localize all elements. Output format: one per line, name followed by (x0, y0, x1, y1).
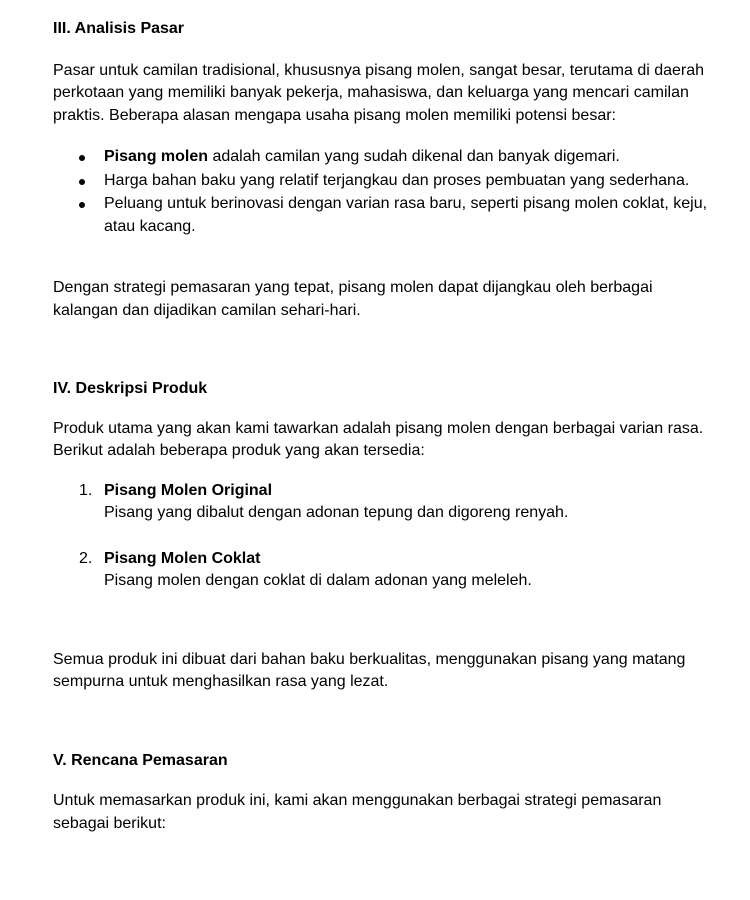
product-name: Pisang Molen Coklat (104, 549, 261, 567)
document-page (53, 18, 713, 835)
bullet-icon (79, 155, 85, 161)
bullet-item-text: Peluang untuk berinovasi dengan varian rasa baru, seperti pisang molen coklat, keju, atau kacang. (104, 195, 708, 235)
bullet-icon (79, 179, 85, 185)
section-paragraph: Untuk memasarkan produk ini, kami akan menggunakan berbagai strategi pemasaran sebagai berikut: (53, 792, 662, 832)
product-item (53, 548, 713, 593)
list-number: 2. (79, 549, 93, 567)
bullet-list (53, 146, 713, 238)
product-name: Pisang Molen Original (104, 481, 273, 499)
section-paragraph: Pasar untuk camilan tradisional, khususnya pisang molen, sangat besar, terutama di daerah perkotaan yang memiliki banyak pekerja, mahasiswa, dan keluarga yang mencari camilan praktis. Beberapa alasan mengapa usaha pisang molen memiliki potensi besar: (53, 61, 705, 124)
bullet-item (53, 193, 713, 238)
list-number: 1. (79, 481, 93, 499)
section-heading-deskripsi-produk: IV. Deskripsi Produk (53, 380, 208, 397)
section-heading-rencana-pemasaran: V. Rencana Pemasaran (53, 751, 228, 769)
product-item (53, 480, 713, 525)
bullet-item (53, 146, 713, 169)
bullet-item-bold: Pisang molen (104, 148, 209, 165)
product-list (53, 480, 713, 593)
section-paragraph: Semua produk ini dibuat dari bahan baku berkualitas, menggunakan pisang yang matang sempurna untuk menghasilkan rasa yang lezat. (53, 650, 686, 690)
bullet-item (53, 170, 713, 193)
section-heading-analisis-pasar: III. Analisis Pasar (53, 20, 185, 37)
bullet-icon (79, 202, 85, 208)
product-description: Pisang molen dengan coklat di dalam adonan yang meleleh. (104, 572, 532, 589)
product-description: Pisang yang dibalut dengan adonan tepung dan digoreng renyah. (104, 504, 569, 521)
section-paragraph: Produk utama yang akan kami tawarkan adalah pisang molen dengan berbagai varian rasa. Berikut adalah beberapa produk yang akan tersedia: (53, 419, 704, 459)
bullet-item-text: adalah camilan yang sudah dikenal dan banyak digemari. (208, 148, 620, 165)
section-paragraph: Dengan strategi pemasaran yang tepat, pisang molen dapat dijangkau oleh berbagai kalangan dan dijadikan camilan sehari-hari. (53, 279, 653, 319)
bullet-item-text: Harga bahan baku yang relatif terjangkau dan proses pembuatan yang sederhana. (104, 171, 690, 189)
